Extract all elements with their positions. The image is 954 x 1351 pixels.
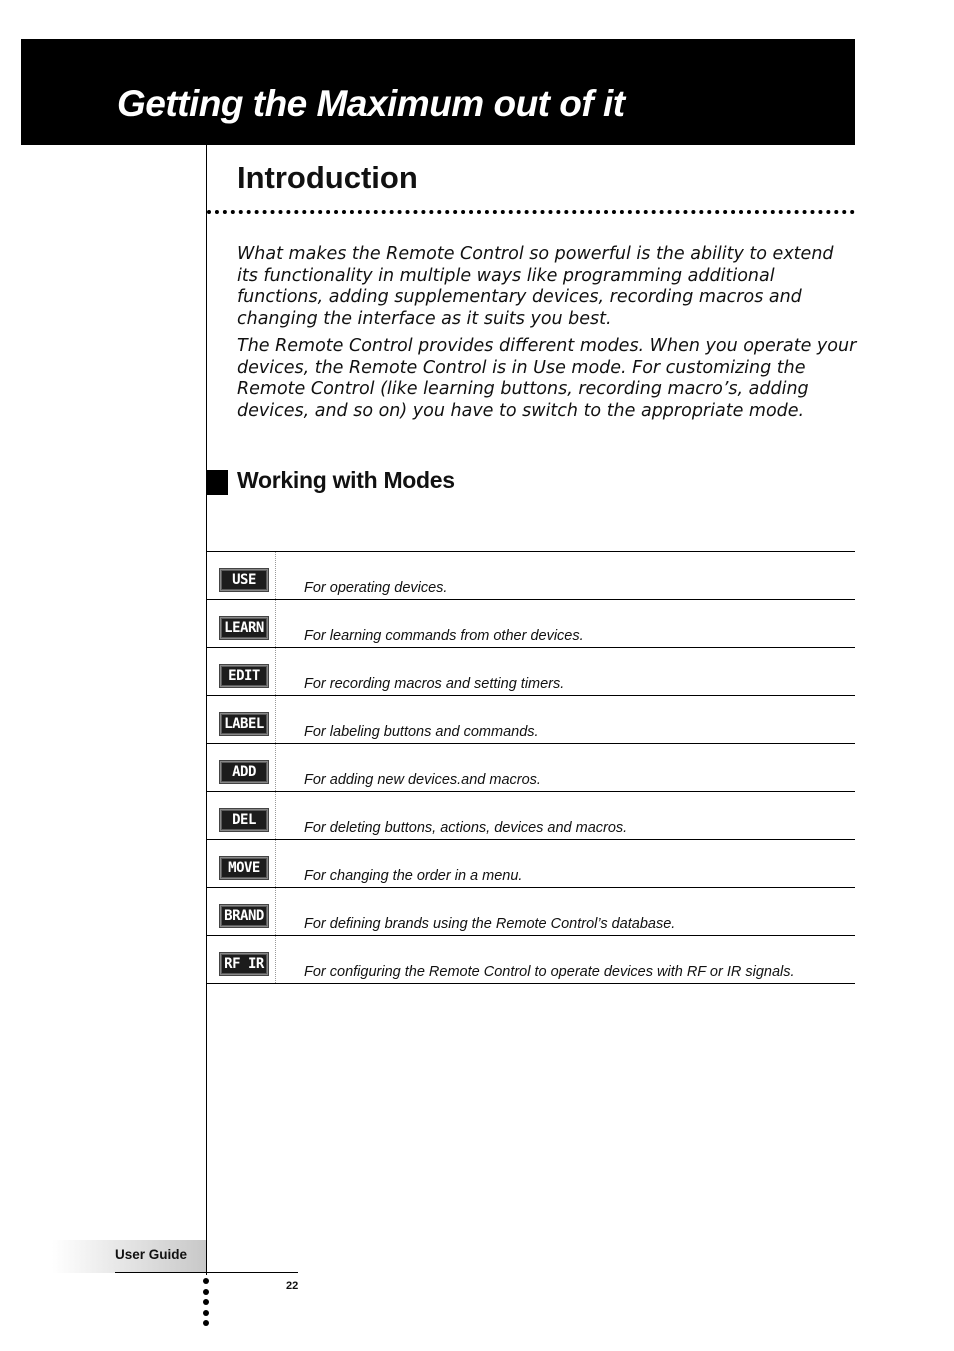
footer-dots	[203, 1278, 209, 1331]
mode-description: For labeling buttons and commands.	[304, 724, 539, 740]
mode-row-brand	[207, 888, 855, 936]
mode-row-rf-ir	[207, 936, 855, 984]
chapter-banner	[21, 39, 855, 145]
mode-description: For defining brands using the Remote Control’s database.	[304, 916, 676, 932]
modes-table	[207, 551, 855, 984]
move-mode-button: MOVE	[220, 857, 268, 879]
edit-mode-button: EDIT	[220, 665, 268, 687]
chapter-title: Getting the Maximum out of it	[117, 83, 625, 124]
mode-description: For deleting buttons, actions, devices and macros.	[304, 820, 628, 836]
section-title: Introduction	[237, 160, 418, 195]
dotted-divider	[207, 210, 855, 214]
rf-ir-mode-button: RF IR	[220, 953, 268, 975]
mode-row-move	[207, 840, 855, 888]
intro-paragraph-2: The Remote Control provides different modes. When you operate your devices, the Remote Control is in Use mode. For customizing the Remote Control (like learning buttons, recording macro’s, adding devices, and so on) you have to switch to the appropriate mode.	[237, 335, 857, 421]
use-mode-button: USE	[220, 569, 268, 591]
subsection-marker	[207, 470, 228, 495]
footer-rule	[115, 1272, 298, 1273]
add-mode-button: ADD	[220, 761, 268, 783]
subsection-title: Working with Modes	[237, 467, 455, 493]
mode-description: For configuring the Remote Control to operate devices with RF or IR signals.	[304, 964, 795, 980]
label-mode-button: LABEL	[220, 713, 268, 735]
brand-mode-button: BRAND	[220, 905, 268, 927]
mode-row-learn	[207, 600, 855, 648]
mode-row-edit	[207, 648, 855, 696]
learn-mode-button: LEARN	[220, 617, 268, 639]
mode-description: For operating devices.	[304, 580, 448, 596]
mode-row-del	[207, 792, 855, 840]
mode-description: For learning commands from other devices.	[304, 628, 584, 644]
mode-description: For changing the order in a menu.	[304, 868, 523, 884]
mode-row-add	[207, 744, 855, 792]
mode-row-use	[207, 552, 855, 600]
mode-row-label	[207, 696, 855, 744]
mode-description: For adding new devices.and macros.	[304, 772, 541, 788]
page-number: 22	[286, 1280, 299, 1292]
footer-label: User Guide	[115, 1247, 188, 1262]
del-mode-button: DEL	[220, 809, 268, 831]
mode-description: For recording macros and setting timers.	[304, 676, 565, 692]
intro-paragraph-1: What makes the Remote Control so powerful is the ability to extend its functionality in multiple ways like programming additional functions, adding supplementary devices, recording macros and changing the interface as it suits you best.	[237, 244, 834, 330]
intro-text	[237, 244, 857, 428]
